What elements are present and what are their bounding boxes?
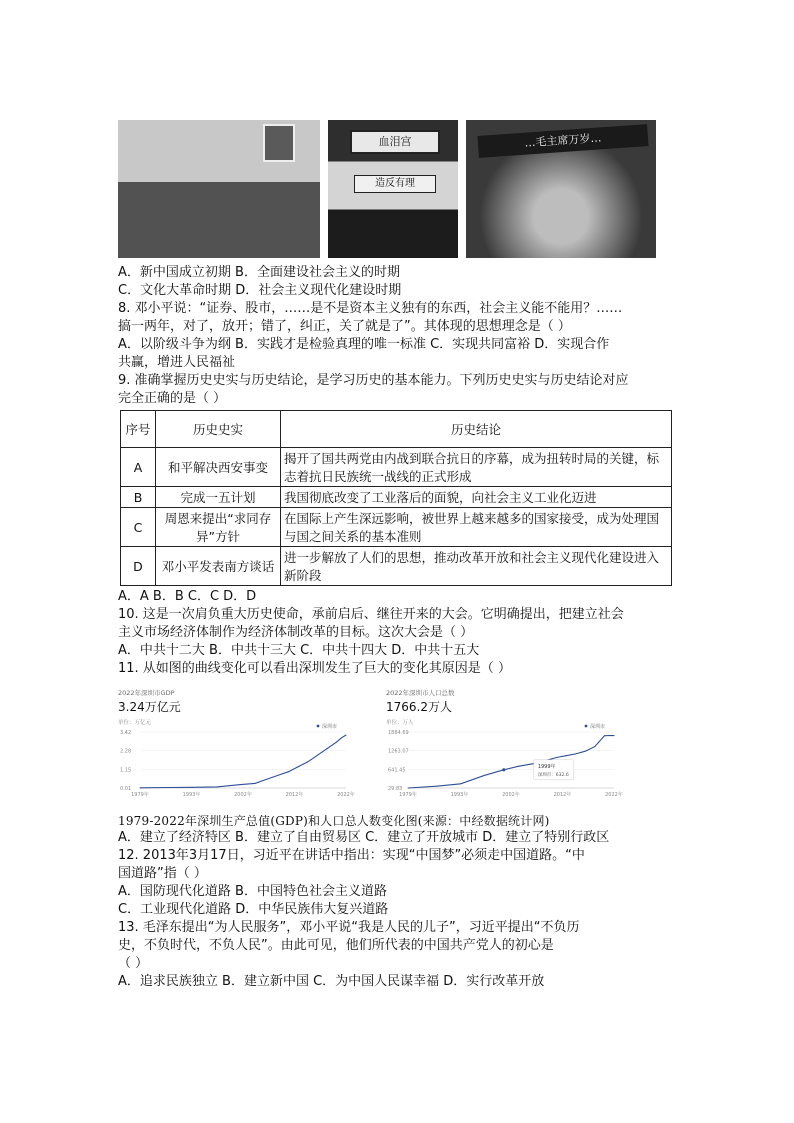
data-point [326,748,327,749]
data-point [336,742,337,743]
data-point [408,787,409,788]
data-point [585,751,586,752]
q13-stem-3: （ ） [118,956,149,971]
data-point [518,766,519,767]
data-point [346,734,347,735]
q7-options-1: A．新中国成立初期 B．全面建设社会主义的时期 [118,265,400,280]
q12-options-1: A．国防现代化道路 B．中国特色社会主义道路 [118,884,387,899]
data-point [341,738,342,739]
q10-options: A．中共十二大 B．中共十三大 C．中共十四大 D．中共十五大 [118,643,480,658]
y-tick-label: 1884.69 [388,730,409,736]
data-point [240,784,241,785]
population-chart-unit: 单位：万人 [386,720,414,726]
data-point [317,755,318,756]
data-point [594,746,595,747]
shenzhen-charts [118,688,678,806]
data-point [264,779,265,780]
x-tick-label: 2002年 [502,792,520,798]
q11-options: A．建立了经济特区 B．建立了自由贸易区 C．建立了开放城市 D．建立了特别行政区 [118,830,610,845]
q12-stem-1: 12. 2013年3月17日，习近平在讲话中指出：实现“中国梦”必须走中国道路。“中 [118,848,585,863]
exam-page [118,120,678,991]
header-fact: 历史史实 [156,411,281,448]
data-point [254,783,255,784]
data-point [140,787,141,788]
x-tick-label: 2002年 [234,792,252,798]
data-point [192,787,193,788]
row-id: C [121,508,156,547]
x-tick-label: 1979年 [131,792,149,798]
x-tick-label: 2012年 [553,792,572,798]
annotation-point [502,768,505,771]
row-fact: 完成一五计划 [156,487,281,508]
q11-stem: 11. 从如图的曲线变化可以看出深圳发生了巨大的变化其原因是（ ） [118,661,511,676]
data-point [460,783,461,784]
x-tick-label: 1993年 [182,792,201,798]
x-tick-label: 2022年 [337,792,355,798]
series-line [408,736,614,789]
row-fact: 周恩来提出“求同存异”方针 [156,508,281,547]
data-point [614,735,615,736]
annotation-year: 1999年 [537,763,556,770]
data-point [575,753,576,754]
gdp-chart-unit: 单位：万亿元 [118,720,152,726]
portrait-image [263,124,295,162]
y-tick-label: 29.83 [388,786,403,792]
q8-stem-2: 搞一两年，对了，放开；错了，纠正，关了就是了”。其体现的思想理念是（ ） [118,319,571,334]
row-conclusion: 进一步解放了人们的思想，推动改革开放和社会主义现代化建设进入新阶段 [281,547,672,586]
data-point [604,735,605,736]
row-id: B [121,487,156,508]
x-tick-label: 2022年 [605,792,623,798]
header-conclusion: 历史结论 [281,411,672,448]
data-point [298,766,299,767]
population-chart [386,688,626,806]
table-row [121,547,672,586]
table-row [121,448,672,487]
y-tick-label: 641.45 [388,767,406,774]
y-tick-label: 3.42 [120,730,132,736]
table-row [121,508,672,547]
row-fact: 邓小平发表南方谈话 [156,547,281,586]
series-line [140,735,346,788]
data-point [307,761,308,762]
q10-stem-1: 10. 这是一次肩负重大历史使命，承前启后、继往开来的大会。它明确提出，把建立社会 [118,607,624,622]
legend-label: 深圳市 [590,724,606,730]
q9-options: A．A B．B C．C D．D [118,589,257,604]
population-chart-headline: 1766.2万人 [386,700,452,714]
q9-stem-2: 完全正确的是（ ） [118,391,227,406]
header-id: 序号 [121,411,156,448]
y-tick-label: 1.15 [120,767,132,774]
population-chart-title: 2022年深圳市人口总数 [386,689,455,697]
gdp-chart [118,688,358,806]
data-point [278,775,279,776]
stage-banner: …毛主席万岁… [477,124,648,158]
historical-photos [118,120,678,258]
photo-gate-image [328,120,458,258]
data-point [566,755,567,756]
photo-stage-image [466,120,656,258]
history-table [120,410,672,586]
legend-marker [585,725,588,728]
q12-stem-2: 国道路”指（ ） [118,866,207,881]
table-header-row [121,411,672,448]
table-row [121,487,672,508]
row-id: D [121,547,156,586]
y-tick-label: 1263.07 [388,748,409,755]
q13-options: A．追求民族独立 B．建立新中国 C．为中国人民谋幸福 D．实行改革开放 [118,974,545,989]
q10-stem-2: 主义市场经济体制作为经济体制改革的目标。这次大会是（ ） [118,625,474,640]
row-conclusion: 在国际上产生深远影响，被世界上越来越多的国家接受，成为处理国与国之间关系的基本准则 [281,508,672,547]
row-id: A [121,448,156,487]
data-point [556,757,557,758]
annotation-value: 深圳市：632.6 [537,772,569,778]
y-tick-label: 2.28 [120,748,132,755]
gdp-chart-headline: 3.24万亿元 [118,700,181,714]
gdp-chart-title: 2022年深圳市GDP [118,689,175,697]
q8-options-2: 共赢，增进人民福祉 [118,355,236,370]
data-point [609,735,610,736]
q8-stem-1: 8. 邓小平说：“证券、股市，……是不是资本主义独有的东西，社会主义能不能用？…… [118,301,623,316]
q8-options-1: A．以阶级斗争为纲 B．实践才是检验真理的唯一标准 C．实现共同富裕 D．实现合作 [118,337,610,352]
legend-label: 深圳市 [322,724,338,730]
q9-stem-1: 9. 准确掌握历史史实与历史结论，是学习历史的基本能力。下列历史史实与历史结论对应 [118,373,629,388]
x-tick-label: 2012年 [285,792,304,798]
q7-options-2: C．文化大革命时期 D．社会主义现代化建设时期 [118,283,402,298]
chart-caption: 1979-2022年深圳生产总值(GDP)和人口总人数变化图(来源：中经数据统计网) [118,814,550,828]
q13-stem-1: 13. 毛泽东提出“为人民服务”，邓小平说“我是人民的儿子”，习近平提出“不负历 [118,920,580,935]
gate-sign: 血泪宫 [350,130,440,154]
gate-sub-sign: 造反有理 [354,175,436,193]
legend-marker [317,725,320,728]
y-tick-label: 0.01 [120,786,132,792]
q12-options-2: C．工业现代化道路 D．中华民族伟大复兴道路 [118,902,389,917]
data-point [288,771,289,772]
data-point [532,763,533,764]
data-point [168,787,169,788]
data-point [436,786,437,787]
row-conclusion: 揭开了国共两党由内战到联合抗日的序幕，成为扭转时局的关键，标志着抗日民族统一战线的正式形成 [281,448,672,487]
photo-crowd-image [118,120,320,258]
row-conclusion: 我国彻底改变了工业落后的面貌，向社会主义工业化迈进 [281,487,672,508]
q13-stem-2: 史，不负时代，不负人民”。由此可见，他们所代表的中国共产党人的初心是 [118,938,554,953]
x-tick-label: 1979年 [399,792,417,798]
data-point [216,786,217,787]
row-fact: 和平解决西安事变 [156,448,281,487]
x-tick-label: 1993年 [450,792,469,798]
data-point [484,775,485,776]
